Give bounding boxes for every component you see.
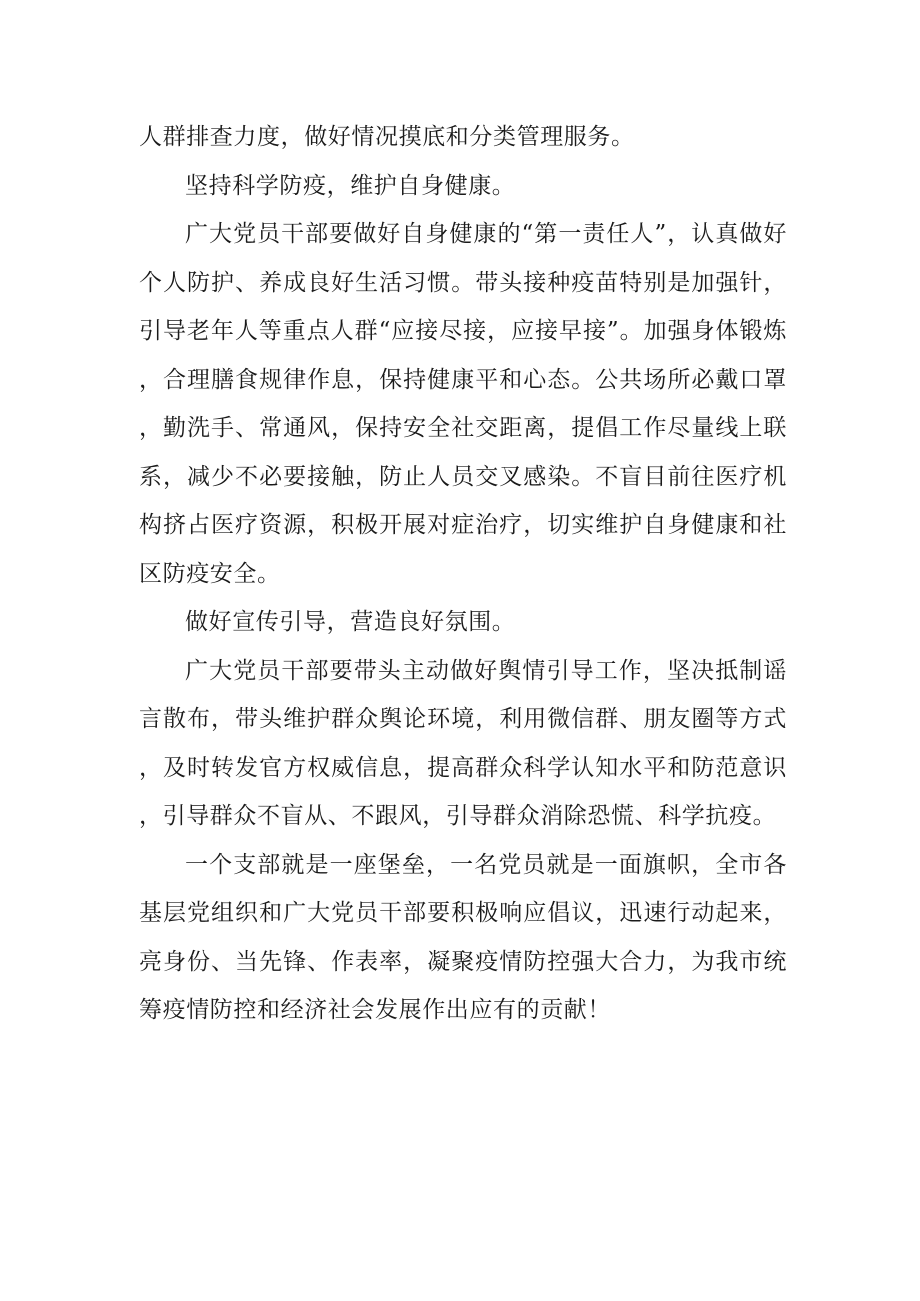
document-body — [139, 113, 787, 1035]
paragraph-health: 广大党员干部要做好自身健康的“第一责任人”，认真做好个人防护、养成良好生活习惯。带头接种疫苗特别是加强针，引导老年人等重点人群“应接尽接，应接早接”。加强身体锻炼，合理膳食规律作息，保持健康平和心态。公共场所必戴口罩，勤洗手、常通风，保持安全社交距离，提倡工作尽量线上联系，减少不必要接触，防止人员交叉感染。不盲目前往医疗机构挤占医疗资源，积极开展对症治疗，切实维护自身健康和社区防疫安全。 — [139, 221, 787, 587]
paragraph-continued: 人群排查力度，做好情况摸底和分类管理服务。 — [139, 124, 635, 150]
paragraph-publicity: 广大党员干部要带头主动做好舆情引导工作，坚决抵制谣言散布，带头维护群众舆论环境，利用微信群、朋友圈等方式，及时转发官方权威信息，提高群众科学认知水平和防范意识，引导群众不盲从、不跟风，引导群众消除恐慌、科学抗疫。 — [139, 657, 787, 829]
section-heading-publicity: 做好宣传引导，营造良好氛围。 — [185, 609, 516, 635]
paragraph-conclusion: 一个支部就是一座堡垒，一名党员就是一面旗帜，全市各基层党组织和广大党员干部要积极响应倡议，迅速行动起来，亮身份、当先锋、作表率，凝聚疫情防控强大合力，为我市统筹疫情防控和经济社会发展作出应有的贡献！ — [139, 851, 787, 1023]
section-heading-prevention: 坚持科学防疫，维护自身健康。 — [185, 172, 516, 199]
